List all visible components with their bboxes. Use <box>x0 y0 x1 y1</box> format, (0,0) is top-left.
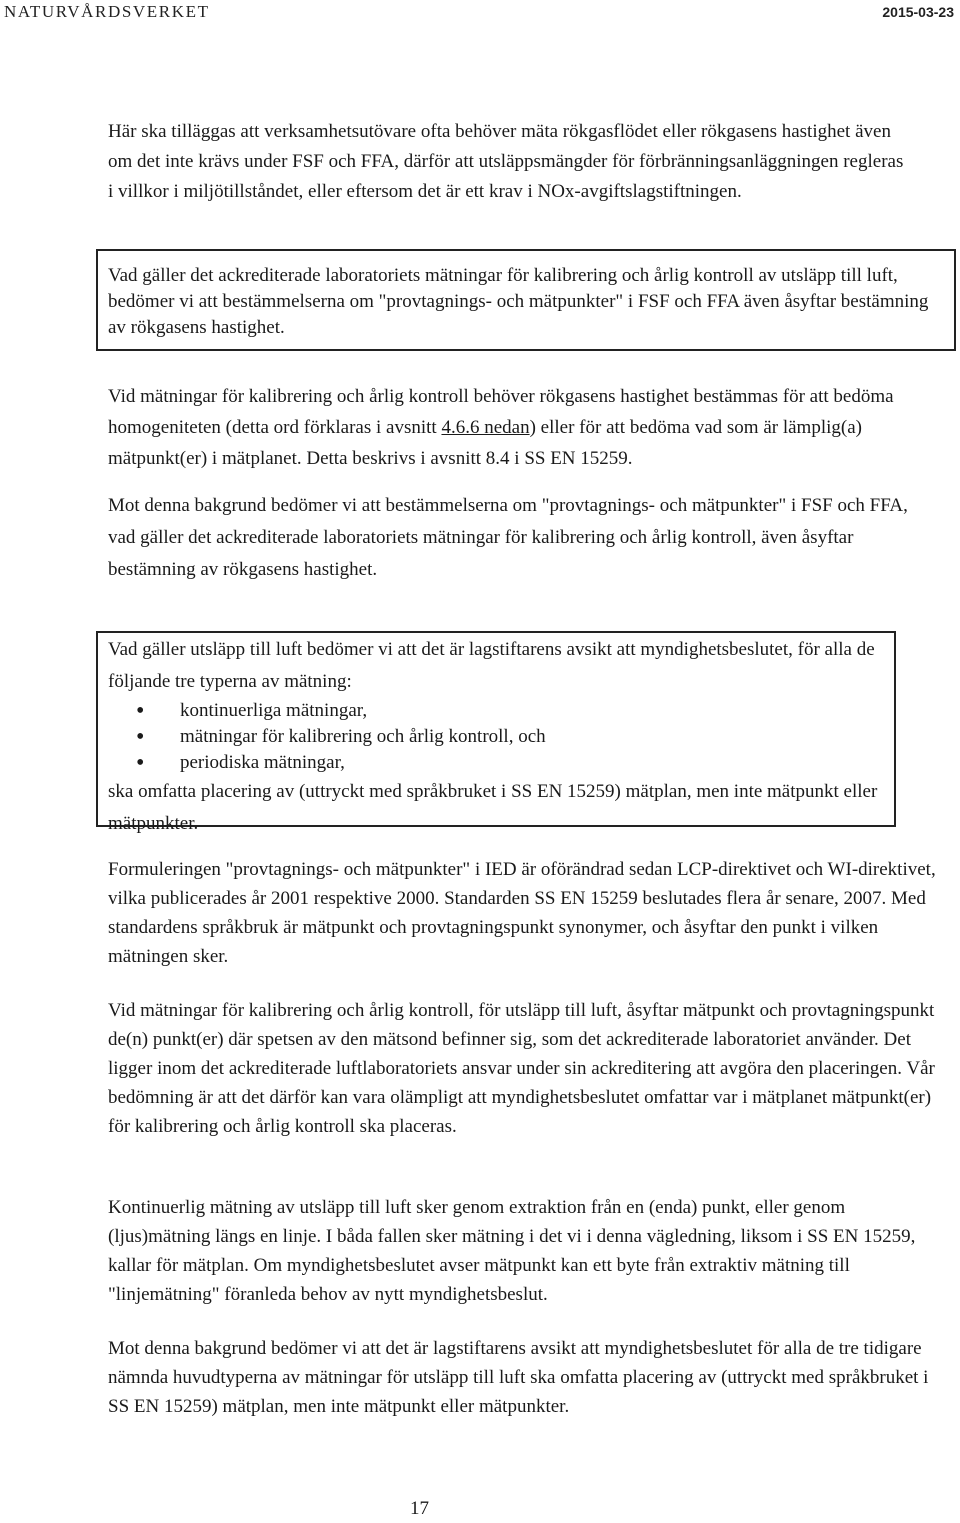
paragraph-ied-wording: Formuleringen "provtagnings- och mätpunkter" i IED är oförändrad sedan LCP-direktivet och WI-direktivet, vilka publicerades år 2001 respektive 2000. Standarden SS EN 15259 beslutades flera år senare, 2007. Med standardens språkbruk är mätpunkt och provtagningspunkt synonymer, och åsyftar den punkt i vilken mätningen sker. <box>108 859 936 967</box>
section-link-4-6-6[interactable]: 4.6.6 nedan <box>441 417 530 438</box>
header-organization: NATURVÅRDSVERKET <box>4 2 210 21</box>
paragraph-nox-note: Här ska tilläggas att verksamhetsutövare ofta behöver mäta rökgasflödet eller rökgasens hastighet även om det inte krävs under FSF och FFA, därför att utsläppsmängder för förbränningsanläggningen regleras i villkor i miljötillståndet, eller eftersom det är ett krav i NOx-avgiftslagstiftningen. <box>108 121 904 202</box>
list-item: • kontinuerliga mätningar, <box>108 698 888 724</box>
header-date: 2015-03-23 <box>882 4 954 20</box>
measurement-types-list <box>108 698 888 776</box>
paragraph-calibration-points: Vid mätningar för kalibrering och årlig kontroll, för utsläpp till luft, åsyftar mätpunkt och provtagningspunkt de(n) punkt(er) där spetsen av den mätsond befinner sig, som det ackrediterade laboratoriet använder. Det ligger inom det ackrediterade luftlaboratoriets ansvar under sin ackreditering att avgöra den placeringen. Vår bedömning är att det därför kan vara olämpligt att myndighetsbeslutet omfattar var i mätplanet mätpunkt(er) för kalibrering och årlig kontroll ska placeras. <box>108 1000 935 1137</box>
paragraph-text-part: ) eller för att bedöma vad som är lämplig(a) mätpunkt(er) i mätplanet. Detta beskrivs i avsnitt 8.4 i SS EN 15259. <box>108 417 862 469</box>
paragraph-boxed-assessment-2 <box>108 634 888 840</box>
box-outro-text: ska omfatta placering av (uttryckt med språkbruket i SS EN 15259) mätplan, men inte mätpunkt eller mätpunkter. <box>108 781 878 834</box>
paragraph-homogeneity <box>108 381 938 474</box>
paragraph-text-part: Vid mätningar för kalibrering och årlig kontroll behöver rökgasens hastighet bestämmas för att bedöma homogeniteten (detta ord förklaras i avsnitt <box>108 386 894 438</box>
paragraph-boxed-assessment-1: Vad gäller det ackrediterade laboratoriets mätningar för kalibrering och årlig kontroll av utsläpp till luft, bedömer vi att bestämmelserna om "provtagnings- och mätpunkter" i FSF och FFA även åsyftar bestämning av rökgasens hastighet. <box>108 265 929 338</box>
paragraph-background-1: Mot denna bakgrund bedömer vi att bestämmelserna om "provtagnings- och mätpunkter" i FSF och FFA, vad gäller det ackrediterade laboratoriets mätningar för kalibrering och årlig kontroll, även åsyftar bestämning av rökgasens hastighet. <box>108 495 908 580</box>
box-intro-text: Vad gäller utsläpp till luft bedömer vi att det är lagstiftarens avsikt att myndighetsbeslutet, för alla de följande tre typerna av mätning: <box>108 639 875 692</box>
list-item: • mätningar för kalibrering och årlig kontroll, och <box>108 724 888 750</box>
list-item: • periodiska mätningar, <box>108 750 888 776</box>
paragraph-background-2: Mot denna bakgrund bedömer vi att det är lagstiftarens avsikt att myndighetsbeslutet för alla de tre tidigare nämnda huvudtyperna av mätningar för utsläpp till luft ska omfatta placering av (uttryckt med språkbruket i SS EN 15259) mätplan, men inte mätpunkt eller mätpunkter. <box>108 1338 929 1417</box>
paragraph-continuous-measurement: Kontinuerlig mätning av utsläpp till luft sker genom extraktion från en (enda) punkt, eller genom (ljus)mätning längs en linje. I båda fallen sker mätning i det vi i denna vägledning, liksom i SS EN 15259, kallar för mätplan. Om myndighetsbeslutet avser mätpunkt kan ett byte från extraktiv mätning till "linjemätning" föranleda behov av nytt myndighetsbeslut. <box>108 1197 916 1305</box>
page-number: 17 <box>410 1498 429 1519</box>
